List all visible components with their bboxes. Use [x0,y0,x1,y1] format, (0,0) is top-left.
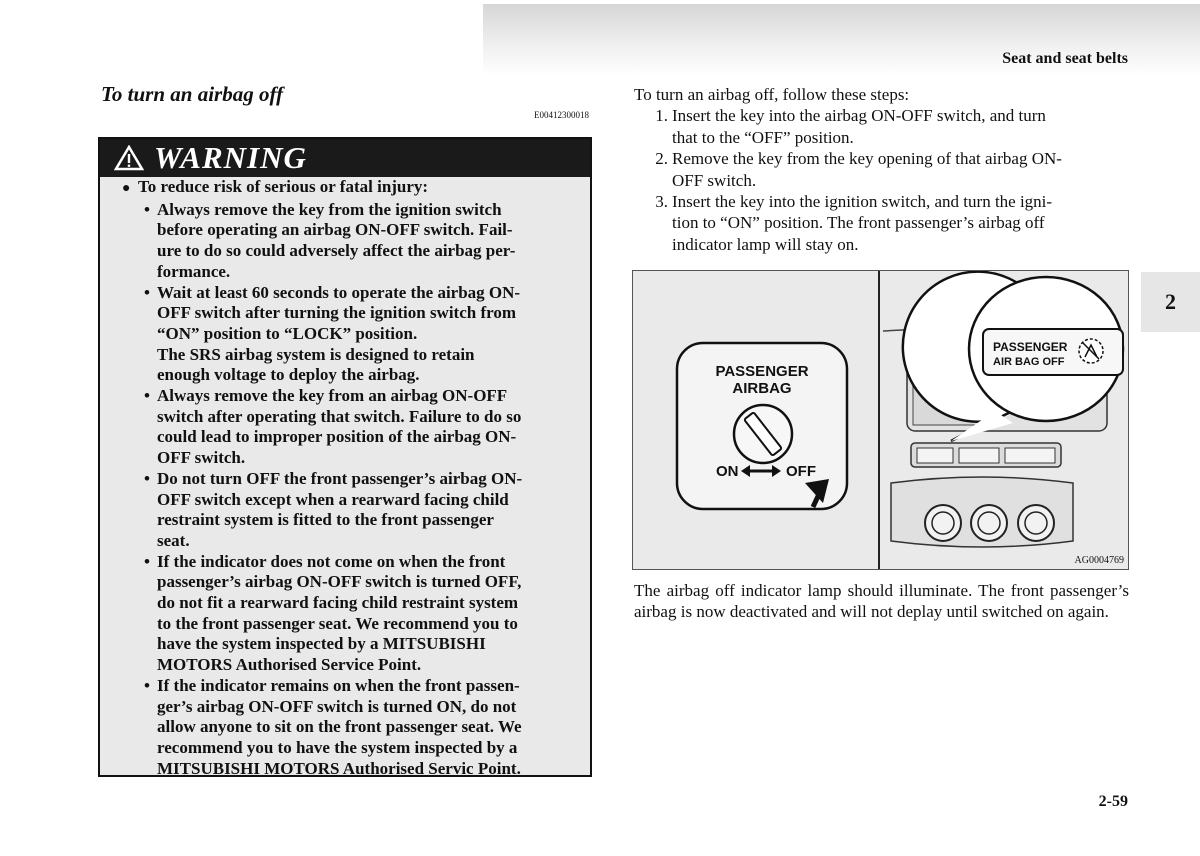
warning-bullet-text [157,552,578,676]
warning-bullet-line: formance. [157,261,231,281]
warning-bullet-line: do not fit a rearward facing child restraint system [157,593,519,613]
warning-bullet-line: OFF switch except when a rearward facing child [157,489,509,509]
warning-bullet-line: have the system inspected by a MITSUBISHI [157,634,486,654]
warning-bullet-line: Wait at least 60 seconds to operate the airbag ON- [157,282,521,302]
indicator-label-2: AIR BAG OFF [993,356,1065,368]
switch-label-airbag: AIRBAG [732,380,792,397]
warning-bullet-text [157,386,578,469]
instructions-column [634,84,1129,255]
bullet-marker: • [144,675,150,695]
bullet-marker: • [144,468,150,488]
warning-title: WARNING [154,140,307,175]
warning-bullet-line: The SRS airbag system is designed to retain [157,344,475,364]
warning-bullet-line: switch after operating that switch. Failure to do so [157,406,522,426]
step-line: OFF switch. [672,170,757,190]
step-text [672,105,1129,148]
warning-bullet-line: Do not turn OFF the front passenger’s airbag ON- [157,468,523,488]
warning-bullet-line: “ON” position to “LOCK” position. [157,323,418,343]
reference-code: E00412300018 [534,110,589,120]
bullet-marker: • [144,386,150,406]
warning-bullet-line: Always remove the key from an airbag ON-OFF [157,386,508,406]
warning-bullet-line: enough voltage to deploy the airbag. [157,365,420,385]
warning-bullet-line: restraint system is fitted to the front passenger [157,510,494,530]
step-number: 1. [655,106,668,126]
figure-illustration [633,271,1128,569]
step-line: Remove the key from the key opening of that airbag ON- [672,149,1062,169]
warning-bullet-line: MITSUBISHI MOTORS Authorised Servic Point. [157,758,521,778]
page-number: 2-59 [1098,793,1128,810]
bullet-marker: • [144,282,150,302]
warning-bullet-text [157,469,578,552]
warning-bullet-list [122,200,578,780]
bullet-marker: • [144,551,150,571]
warning-bullet-line: MOTORS Authorised Service Point. [157,655,422,675]
warning-lead-text: To reduce risk of serious or fatal injury: [138,177,429,196]
warning-bullet-line: OFF switch after turning the ignition switch from [157,303,517,323]
step-text [672,191,1129,255]
warning-bullet-line: OFF switch. [157,448,246,468]
warning-bullet-text [157,283,578,387]
step-line: indicator lamp will stay on. [672,234,859,254]
warning-bullet-item [144,200,578,283]
step-number: 3. [655,192,668,212]
warning-bullet-line: If the indicator does not come on when the front [157,551,506,571]
switch-label-passenger: PASSENGER [715,363,809,380]
instructions-intro: To turn an airbag off, follow these steps: [634,85,910,104]
warning-body [100,177,590,779]
warning-bullet-item [144,552,578,676]
warning-bullet-text [157,200,578,283]
step-item [634,148,1129,191]
figure-code: AG0004769 [1074,555,1124,566]
airbag-off-icon [1079,339,1103,363]
warning-triangle-icon [114,145,144,171]
section-title: Seat and seat belts [1002,50,1128,67]
warning-bullet-line: passenger’s airbag ON-OFF switch is turned OFF, [157,572,522,592]
switch-off-label: OFF [786,463,816,480]
warning-bullet-line: ger’s airbag ON-OFF switch is turned ON, do not [157,696,517,716]
step-line: Insert the key into the ignition switch, and turn the igni- [672,192,1053,212]
warning-bullet-line: before operating an airbag ON-OFF switch. Fail- [157,220,513,240]
section-heading: To turn an airbag off [101,82,284,106]
switch-on-label: ON [716,463,739,480]
step-line: tion to “ON” position. The front passenger’s airbag off [672,213,1045,233]
warning-bullet-text [157,676,578,780]
after-figure-text: The airbag off indicator lamp should illuminate. The front passenger’s airbag is now deactivated and will not deplay until switched on again. [634,581,1129,622]
warning-lead [122,177,578,200]
warning-bullet-line: ure to do so could adversely affect the airbag per- [157,241,516,261]
warning-bullet-item [144,283,578,387]
warning-bullet-item [144,676,578,780]
step-line: that to the “OFF” position. [672,127,854,147]
indicator-label-1: PASSENGER [993,340,1068,354]
airbag-switch-figure [632,270,1129,570]
warning-header [100,139,590,177]
step-text [672,148,1129,191]
warning-bullet-line: recommend you to have the system inspected by a [157,737,518,757]
chapter-tab: 2 [1141,272,1200,332]
step-number: 2. [655,149,668,169]
step-item [634,105,1129,148]
warning-bullet-item [144,469,578,552]
warning-bullet-line: allow anyone to sit on the front passenger seat. We [157,717,522,737]
bullet-dot-icon: ● [122,181,131,196]
key-slot-icon [734,405,792,463]
warning-bullet-line: could lead to improper position of the airbag ON- [157,427,517,447]
steps-list [634,105,1129,255]
warning-box [98,137,592,777]
step-item [634,191,1129,255]
warning-bullet-item [144,386,578,469]
warning-bullet-line: If the indicator remains on when the front passen- [157,675,520,695]
warning-bullet-line: Always remove the key from the ignition switch [157,199,502,219]
warning-bullet-line: to the front passenger seat. We recommend you to [157,613,518,633]
bullet-marker: • [144,199,150,219]
step-line: Insert the key into the airbag ON-OFF switch, and turn [672,106,1046,126]
warning-bullet-line: seat. [157,530,190,550]
